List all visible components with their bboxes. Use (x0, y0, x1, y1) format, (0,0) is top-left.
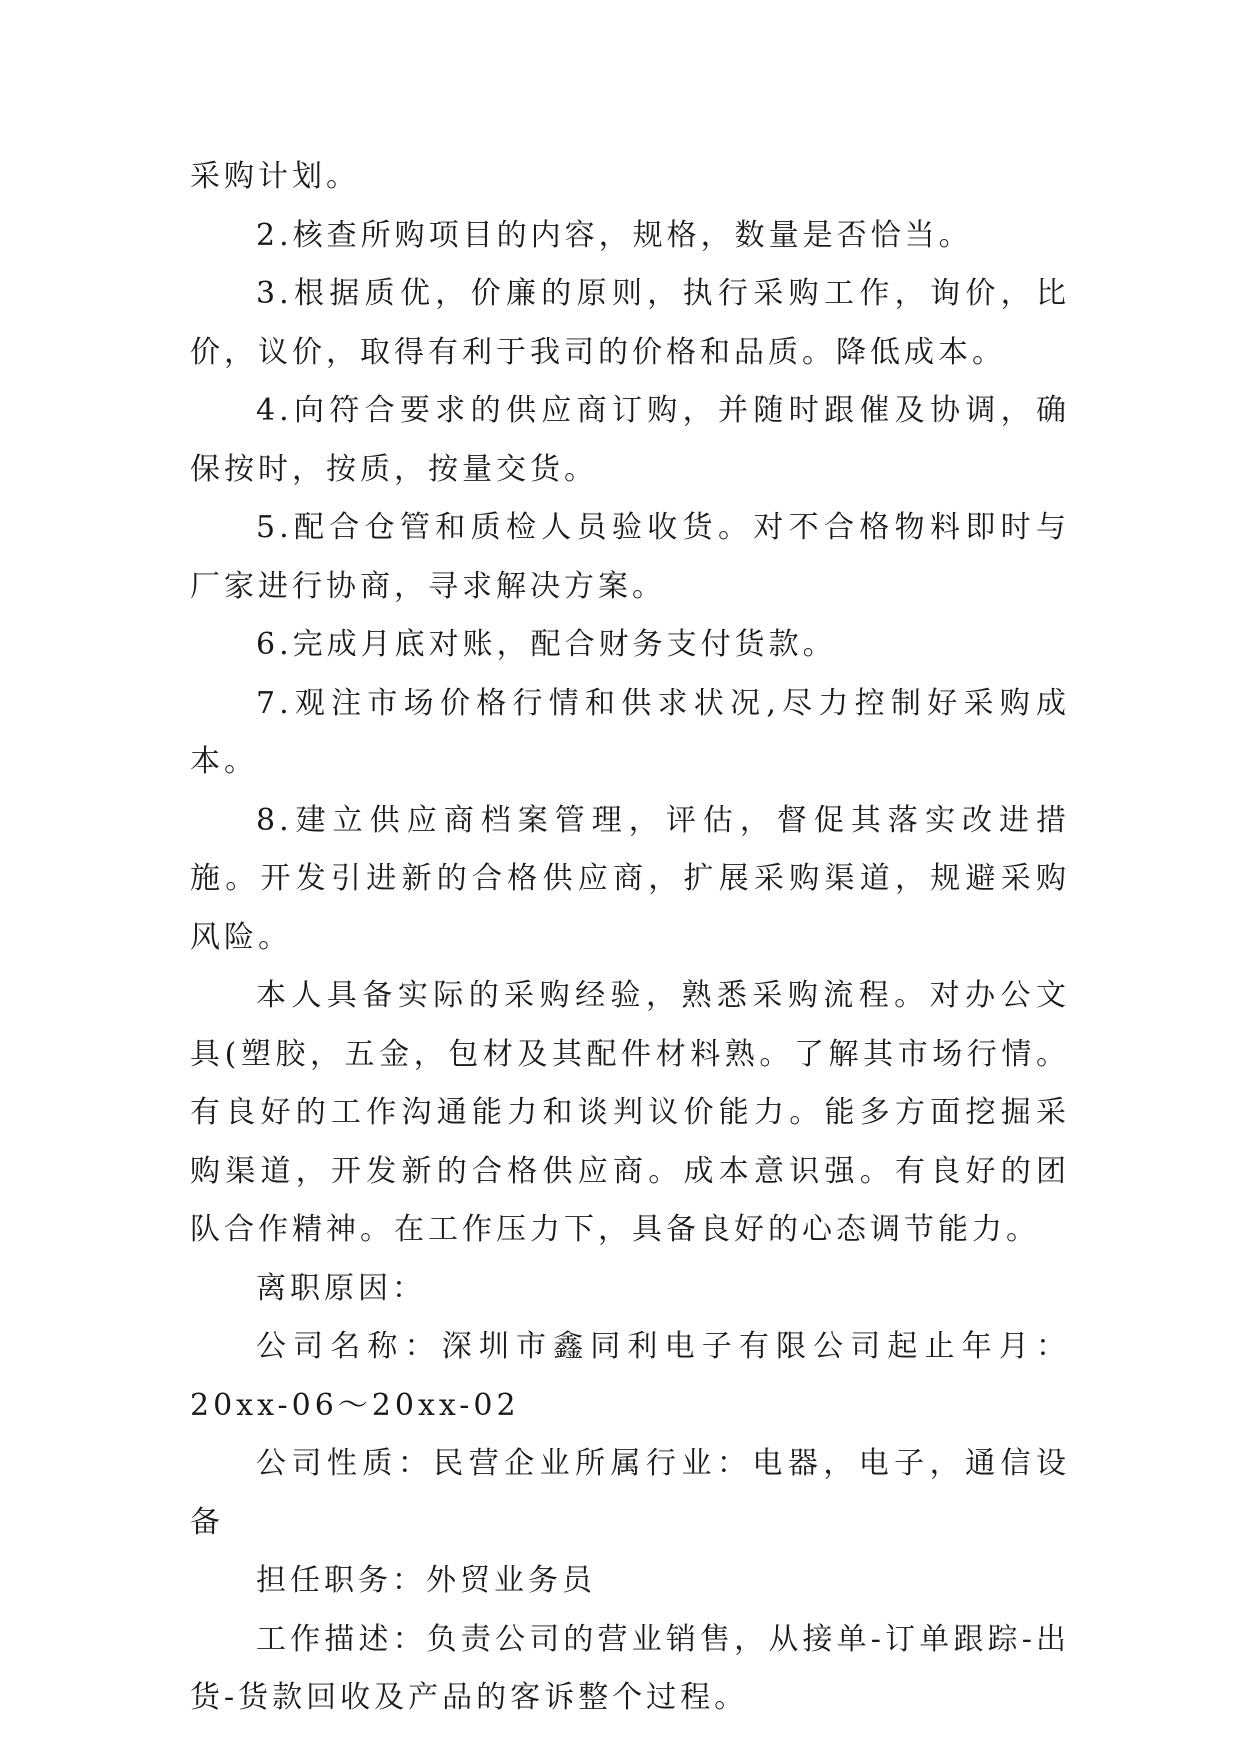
paragraph-4: 4.向符合要求的供应商订购，并随时跟催及协调，确保按时，按质，按量交货。 (190, 393, 1070, 487)
paragraph-10: 离职原因： (256, 1270, 426, 1306)
paragraph-5: 5.配合仓管和质检人员验收货。对不合格物料即时与厂家进行协商，寻求解决方案。 (190, 510, 1070, 604)
paragraph-9: 本人具备实际的采购经验，熟悉采购流程。对办公文具(塑胶，五金，包材及其配件材料熟。了解其市场行情。有良好的工作沟通能力和谈判议价能力。能多方面挖掘采购渠道，开发新的合格供应商。成本意识强。有良好的团队合作精神。在工作压力下，具备良好的心态调节能力。 (190, 978, 1070, 1247)
paragraph-7: 7.观注市场价格行情和供求状况,尽力控制好采购成本。 (190, 685, 1070, 779)
paragraph-3: 3.根据质优，价廉的原则，执行采购工作，询价，比价，议价，取得有利于我司的价格和品质。降低成本。 (190, 276, 1070, 370)
paragraph-2: 2.核查所购项目的内容，规格，数量是否恰当。 (256, 217, 973, 253)
paragraph-14: 工作描述：负责公司的营业销售，从接单-订单跟踪-出货-货款回收及产品的客诉整个过程。 (190, 1621, 1070, 1715)
paragraph-8: 8.建立供应商档案管理，评估，督促其落实改进措施。开发引进新的合格供应商，扩展采购渠道，规避采购风险。 (190, 802, 1070, 955)
paragraph-12: 公司性质：民营企业所属行业：电器，电子，通信设备 (190, 1446, 1070, 1540)
document-page (190, 148, 1070, 1728)
paragraph-13: 担任职务：外贸业务员 (256, 1563, 596, 1598)
paragraph-1: 采购计划。 (190, 159, 360, 194)
paragraph-11: 公司名称：深圳市鑫同利电子有限公司起止年月：20xx-06～20xx-02 (190, 1329, 1070, 1423)
paragraph-6: 6.完成月底对账，配合财务支付货款。 (256, 627, 837, 662)
